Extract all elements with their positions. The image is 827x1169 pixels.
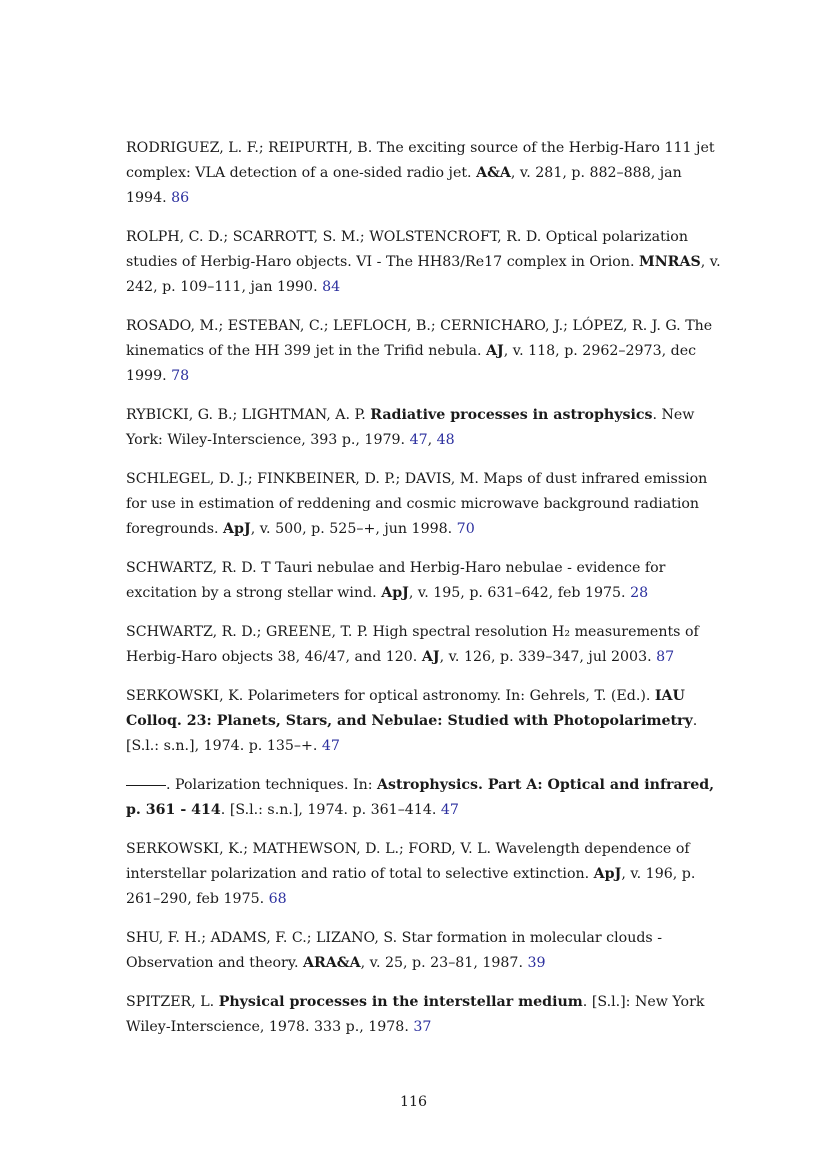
reference-entry <box>126 684 726 759</box>
back-reference-link[interactable]: 47 <box>321 738 340 754</box>
reference-source: AJ <box>486 343 504 359</box>
reference-source: ApJ <box>223 521 251 537</box>
reference-text: SHU, F. H.; ADAMS, F. C.; LIZANO, S. Star formation in molecular clouds - Observation and theory. <box>126 930 663 971</box>
page-number: 116 <box>399 1094 428 1110</box>
reference-text: RYBICKI, G. B.; LIGHTMAN, A. P. <box>126 407 371 423</box>
reference-details: . [S.l.: s.n.], 1974. p. 135–+. <box>126 713 698 754</box>
reference-entry <box>126 990 726 1040</box>
reference-entry <box>126 136 726 211</box>
reference-details: . New York: Wiley-Interscience, 393 p., 1979. <box>126 407 695 448</box>
reference-entry <box>126 620 726 670</box>
back-reference-link[interactable]: 47 <box>409 432 428 448</box>
reference-text: . Polarization techniques. In: <box>166 777 378 793</box>
reference-source: ApJ <box>593 866 622 882</box>
reference-text: RODRIGUEZ, L. F.; REIPURTH, B. The exciting source of the Herbig-Haro 111 jet complex: VLA detection of a one-sided radio jet. <box>126 140 715 181</box>
reference-details: . [S.l.: s.n.], 1974. p. 361–414. <box>220 802 441 818</box>
reference-source: Astrophysics. Part A: Optical and infrared, p. 361 - 414 <box>126 777 715 818</box>
reference-source: Radiative processes in astrophysics <box>370 407 653 423</box>
reference-entry <box>126 926 726 976</box>
reference-source: MNRAS <box>639 254 701 270</box>
reference-text: SCHWARTZ, R. D.; GREENE, T. P. High spectral resolution H₂ measurements of Herbig-Haro objects 38, 46/47, and 120. <box>126 624 699 665</box>
reference-text: ROSADO, M.; ESTEBAN, C.; LEFLOCH, B.; CERNICHARO, J.; LÓPEZ, R. J. G. The kinematics of the HH 399 jet in the Trifid nebula. <box>126 318 713 359</box>
reference-text: SPITZER, L. <box>126 994 219 1010</box>
reference-text: SERKOWSKI, K. Polarimeters for optical astronomy. In: Gehrels, T. (Ed.). <box>126 688 655 704</box>
reference-text: SCHLEGEL, D. J.; FINKBEINER, D. P.; DAVIS, M. Maps of dust infrared emission for use in estimation of reddening and cosmic microwave background radiation foregrounds. <box>126 471 708 537</box>
reference-entry <box>126 556 726 606</box>
reference-source: A&A <box>476 165 511 181</box>
reference-text: SERKOWSKI, K.; MATHEWSON, D. L.; FORD, V. L. Wavelength dependence of interstellar polarization and ratio of total to selective extinction. <box>126 841 690 882</box>
reference-source: Physical processes in the interstellar medium <box>218 994 583 1010</box>
back-reference-link[interactable]: 78 <box>171 368 190 384</box>
reference-entry: RYBICKI, G. B.; LIGHTMAN, A. P. Radiative processes in astrophysics. New York: Wiley-Interscience, 393 p., 1979. 47, 48 <box>126 407 695 448</box>
reference-source: AJ <box>421 649 440 665</box>
reference-text: SCHWARTZ, R. D. T Tauri nebulae and Herbig-Haro nebulae - evidence for excitation by a strong stellar wind. <box>126 560 666 601</box>
reference-details: , v. 196, p. 261–290, feb 1975. <box>126 866 696 907</box>
reference-entry <box>126 314 726 389</box>
reference-details: , v. 118, p. 2962–2973, dec 1999. <box>126 343 697 384</box>
back-reference-link[interactable]: 87 <box>656 649 675 665</box>
reference-text: ROLPH, C. D.; SCARROTT, S. M.; WOLSTENCROFT, R. D. Optical polarization studies of Herbig-Haro objects. VI - The HH83/Re17 complex in Orion. <box>126 229 688 270</box>
reference-details: , v. 25, p. 23–81, 1987. <box>360 955 528 971</box>
back-reference-link[interactable]: 28 <box>630 585 649 601</box>
reference-details: , v. 281, p. 882–888, jan 1994. <box>126 165 682 206</box>
reference-entry <box>126 467 726 542</box>
reference-details: , v. 242, p. 109–111, jan 1990. <box>126 254 721 295</box>
back-reference-link[interactable]: 70 <box>456 521 475 537</box>
reference-list <box>126 136 726 1054</box>
reference-details: . [S.l.]: New York Wiley-Interscience, 1978. 333 p., 1978. <box>126 994 705 1035</box>
back-reference-link[interactable]: 84 <box>322 279 341 295</box>
same-author-rule <box>126 785 166 786</box>
back-reference-link[interactable]: 37 <box>413 1019 432 1035</box>
back-reference-link[interactable]: 86 <box>171 190 190 206</box>
back-reference-link[interactable]: 48 <box>436 432 455 448</box>
reference-details: , v. 126, p. 339–347, jul 2003. <box>439 649 657 665</box>
back-reference-link[interactable]: 39 <box>527 955 546 971</box>
reference-entry <box>126 837 726 912</box>
reference-details: , v. 500, p. 525–+, jun 1998. <box>250 521 457 537</box>
reference-details: , v. 195, p. 631–642, feb 1975. <box>408 585 631 601</box>
back-reference-link[interactable]: 47 <box>440 802 459 818</box>
reference-source: IAU Colloq. 23: Planets, Stars, and Nebulae: Studied with Photopolarimetry <box>126 688 693 729</box>
reference-source: ApJ <box>381 585 409 601</box>
reference-entry <box>126 225 726 300</box>
reference-source: ARA&A <box>302 955 361 971</box>
reference-entry <box>126 773 726 823</box>
back-reference-link[interactable]: 68 <box>268 891 287 907</box>
